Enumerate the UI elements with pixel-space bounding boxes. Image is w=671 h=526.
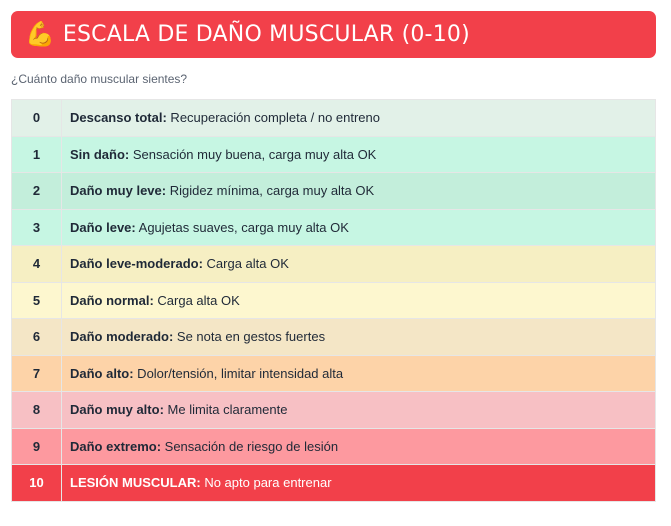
scale-description [62, 246, 656, 283]
question-prompt: ¿Cuánto daño muscular sientes? [11, 72, 188, 86]
scale-label: Daño alto: [70, 365, 134, 381]
scale-label: Daño muy leve: [70, 183, 167, 199]
scale-description [62, 319, 656, 356]
scale-option-10[interactable] [12, 465, 656, 502]
scale-text: Dolor/tensión, limitar intensidad alta [133, 365, 344, 381]
scale-number: 3 [12, 209, 62, 246]
scale-description [62, 465, 656, 502]
scale-description [62, 209, 656, 246]
scale-number: 2 [12, 173, 62, 210]
scale-number: 8 [12, 392, 62, 429]
scale-option-1[interactable] [12, 136, 656, 173]
scale-option-0[interactable] [12, 100, 656, 137]
scale-label: Daño moderado: [70, 329, 174, 345]
scale-label: Daño leve-moderado: [70, 256, 203, 272]
scale-option-3[interactable] [12, 209, 656, 246]
scale-number: 7 [12, 355, 62, 392]
scale-option-9[interactable] [12, 428, 656, 465]
scale-description [62, 355, 656, 392]
scale-number: 5 [12, 282, 62, 319]
scale-text: Carga alta OK [153, 292, 240, 308]
scale-option-4[interactable] [12, 246, 656, 283]
scale-description [62, 136, 656, 173]
scale-label: Sin daño: [70, 146, 130, 162]
scale-description [62, 100, 656, 137]
scale-option-5[interactable] [12, 282, 656, 319]
scale-number: 4 [12, 246, 62, 283]
scale-number: 10 [12, 465, 62, 502]
scale-text: No apto para entrenar [200, 475, 332, 491]
scale-text: Carga alta OK [202, 256, 289, 272]
scale-number: 6 [12, 319, 62, 356]
scale-number: 0 [12, 100, 62, 137]
damage-scale-table [11, 99, 656, 502]
scale-number: 1 [12, 136, 62, 173]
scale-option-7[interactable] [12, 355, 656, 392]
scale-description [62, 282, 656, 319]
scale-text: Agujetas suaves, carga muy alta OK [135, 219, 349, 235]
scale-description [62, 428, 656, 465]
scale-text: Sensación de riesgo de lesión [161, 438, 339, 454]
scale-text: Sensación muy buena, carga muy alta OK [129, 146, 377, 162]
scale-label: Daño extremo: [70, 438, 162, 454]
scale-text: Me limita claramente [163, 402, 288, 418]
scale-number: 9 [12, 428, 62, 465]
scale-label: Daño normal: [70, 292, 154, 308]
scale-text: Recuperación completa / no entreno [166, 110, 380, 126]
scale-option-6[interactable] [12, 319, 656, 356]
scale-label: Daño leve: [70, 219, 136, 235]
scale-label: LESIÓN MUSCULAR: [70, 475, 201, 491]
scale-text: Se nota en gestos fuertes [173, 329, 326, 345]
flexed-biceps-icon: 💪 [25, 20, 55, 48]
scale-description [62, 173, 656, 210]
page-header [11, 11, 656, 58]
page-title: ESCALA DE DAÑO MUSCULAR (0-10) [62, 22, 470, 47]
scale-option-2[interactable] [12, 173, 656, 210]
scale-option-8[interactable] [12, 392, 656, 429]
scale-text: Rigidez mínima, carga muy alta OK [166, 183, 375, 199]
scale-description [62, 392, 656, 429]
scale-label: Descanso total: [70, 110, 167, 126]
scale-label: Daño muy alto: [70, 402, 164, 418]
